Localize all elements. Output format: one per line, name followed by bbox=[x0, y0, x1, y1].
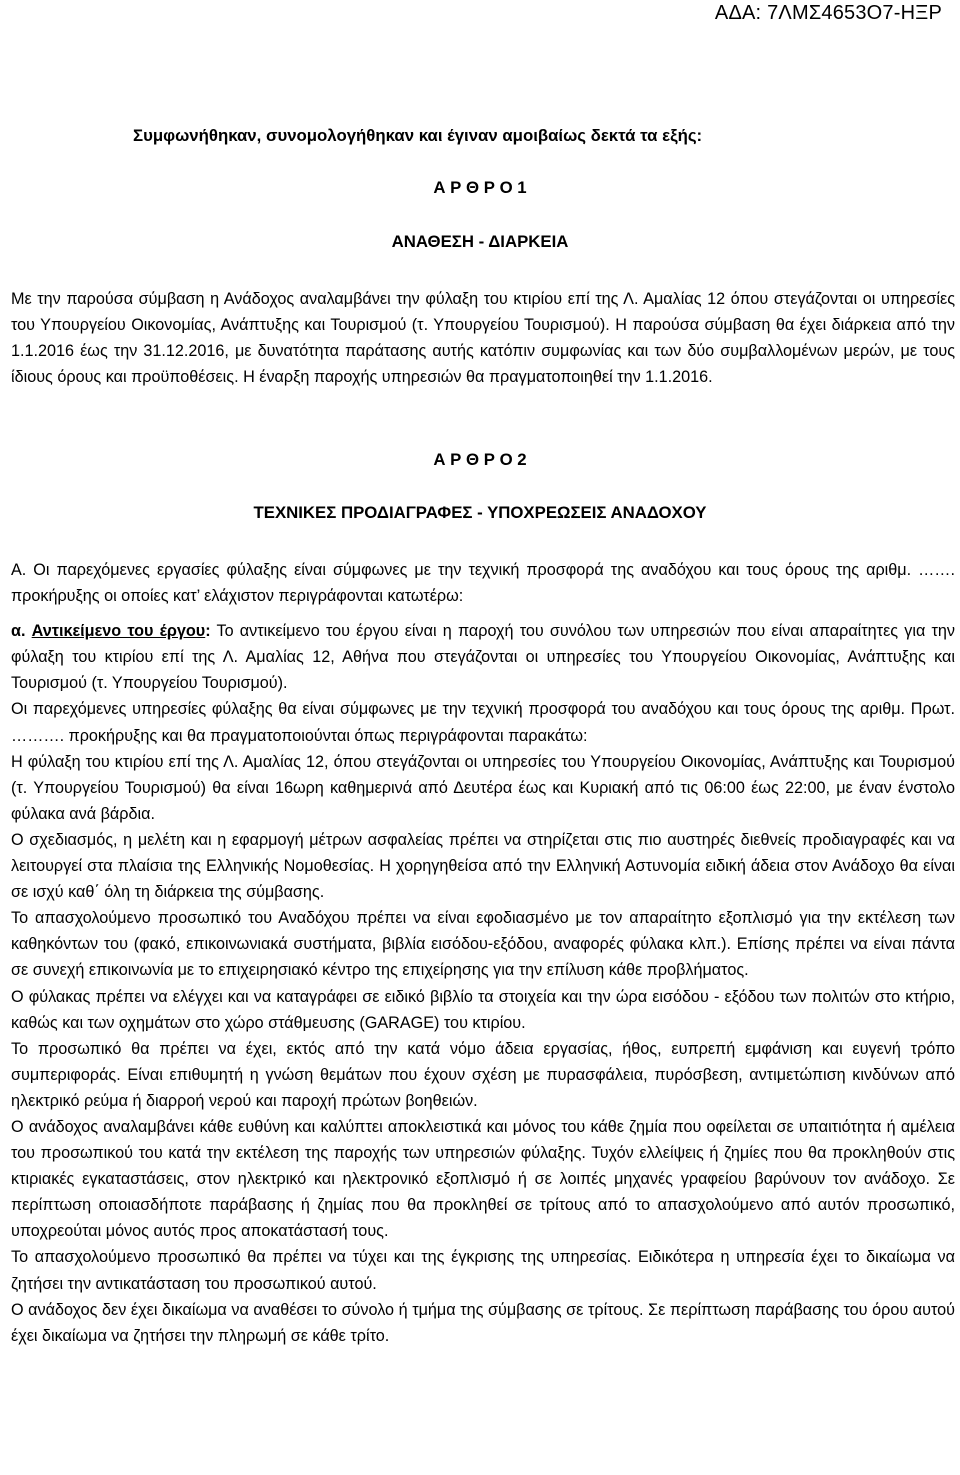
article-2-subheading: ΤΕΧΝΙΚΕΣ ΠΡΟΔΙΑΓΡΑΦΕΣ - ΥΠΟΧΡΕΩΣΕΙΣ ΑΝΑΔΟΧΟΥ bbox=[253, 503, 707, 522]
intro-line: Συμφωνήθηκαν, συνομολογήθηκαν και έγιναν αμοιβαίως δεκτά τα εξής: bbox=[133, 126, 703, 145]
paragraph-security-design: Ο σχεδιασμός, η μελέτη και η εφαρμογή μέτρων ασφαλείας πρέπει να στηρίζεται στις πιο αυστηρές διεθνείς προδιαγραφές και να λειτουργεί στα πλαίσια της Ελληνικής Νομοθεσίας. Η χορηγηθείσα από την Ελληνική Αστυνομία ειδική άδεια στον Ανάδοχο θα είναι σε ισχύ καθ΄ όλη τη διάρκεια της σύμβασης. bbox=[11, 830, 955, 902]
paragraph-a: Α. Οι παρεχόμενες εργασίες φύλαξης είναι σύμφωνες με την τεχνική προσφορά της αναδόχου και τους όρους της αριθμ. ……. προκήρυξης οι οποίες κατ’ ελάχιστον περιγράφονται κατωτέρω: bbox=[11, 561, 955, 606]
paragraph-guarding-hours: Η φύλαξη του κτιρίου επί της Λ. Αμαλίας 12, όπου στεγάζονται οι υπηρεσίες του Υπουργείου Οικονομίας, Ανάπτυξης και Τουρισμού (τ. Υπουργείου Τουρισμού) θα είναι 16ωρη καθημερινά από Δευτέρα έως και Κυριακή από τις 06:00 έως 22:00, με έναν ένστολο φύλακα ανά βάρδια. bbox=[11, 752, 955, 823]
item-letter: α. bbox=[11, 622, 26, 641]
article-1-paragraph: Με την παρούσα σύμβαση η Ανάδοχος αναλαμβάνει την φύλαξη του κτιρίου επί της Λ. Αμαλίας 12 όπου στεγάζονται οι υπηρεσίες του Υπουργείου Οικονομίας, Ανάπτυξης και Τουρισμού (τ. Υπουργείου Τουρισμού). Η παρούσα σύμβαση θα έχει διάρκεια από την 1.1.2016 έως την 31.12.2016, με δυνατότητα παράτασης αυτής κατόπιν συμφωνίας και των δύο συμβαλλομένων μερών, με τους ίδιους όρους και προϋποθέσεις. Η έναρξη παροχής υπηρεσιών θα πραγματοποιηθεί την 1.1.2016. bbox=[11, 290, 955, 387]
item-alpha bbox=[11, 618, 955, 696]
article-2-body bbox=[11, 557, 955, 1349]
paragraph-staff-conduct: Το προσωπικό θα πρέπει να έχει, εκτός από την κατά νόμο άδεια εργασίας, ήθος, ευπρεπή εμφάνιση και ευγενή τρόπο συμπεριφοράς. Είναι επιθυμητή η γνώση θεμάτων που έχουν σχέση με πυρασφάλεια, πυρόσβεση, αντιμετώπιση κινδύνων από ηλεκτρικό ρεύμα ή διαρροή νερού και παροχή πρώτων βοηθειών. bbox=[11, 1039, 955, 1110]
article-1-heading: Α Ρ Θ Ρ Ο 1 bbox=[433, 178, 527, 197]
item-label: Αντικείμενο του έργου bbox=[31, 622, 206, 641]
ada-code: ΑΔΑ: 7ΛΜΣ4653Ο7-ΗΞΡ bbox=[714, 2, 942, 24]
item-colon: : bbox=[205, 622, 211, 641]
paragraph-guard-log: Ο φύλακας πρέπει να ελέγχει και να καταγράφει σε ειδικό βιβλίο τα στοιχεία και την ώρα εισόδου - εξόδου των πολιτών στο κτήριο, καθώς και των οχημάτων στο χώρο στάθμευσης (GARAGE) του κτιρίου. bbox=[11, 987, 955, 1032]
paragraph-subcontracting: Ο ανάδοχος δεν έχει δικαίωμα να αναθέσει το σύνολο ή τμήμα της σύμβασης σε τρίτους. Σε περίπτωση παράβασης του όρου αυτού έχει δικαίωμα να ζητήσει την πληρωμή σε κάθε τρίτο. bbox=[11, 1300, 955, 1345]
article-2-heading: Α Ρ Θ Ρ Ο 2 bbox=[433, 450, 527, 469]
article-1-subheading: ΑΝΑΘΕΣΗ - ΔΙΑΡΚΕΙΑ bbox=[391, 232, 569, 251]
article-1-body bbox=[11, 286, 955, 390]
item-text: Το αντικείμενο του έργου είναι η παροχή του συνόλου των υπηρεσιών που είναι απαραίτητες για την φύλαξη του κτιρίου επί της Λ. Αμαλίας 12, Αθήνα που στεγάζονται οι υπηρεσίες του Υπουργείου Οικονομίας, Ανάπτυξης και Τουρισμού (τ. Υπουργείου Τουρισμού). bbox=[11, 622, 955, 693]
paragraph-services: Οι παρεχόμενες υπηρεσίες φύλαξης θα είναι σύμφωνες με την τεχνική προσφορά του αναδόχου και τους όρους της αριθμ. Πρωτ. ………. προκήρυξης και θα πραγματοποιούνται όπως περιγράφονται παρακάτω: bbox=[11, 700, 955, 745]
paragraph-equipment: Το απασχολούμενο προσωπικό του Αναδόχου πρέπει να είναι εφοδιασμένο με τον απαραίτητο εξοπλισμό για την εκτέλεση των καθηκόντων του (φακό, επικοινωνιακά συστήματα, βιβλία εισόδου-εξόδου, αναφορές φύλακα κλπ.). Επίσης πρέπει να είναι πάντα σε συνεχή επικοινωνία με το επιχειρησιακό κέντρο της επιχείρησης για την επίλυση κάθε προβλήματος. bbox=[11, 909, 955, 980]
paragraph-staff-approval: Το απασχολούμενο προσωπικό θα πρέπει να τύχει και της έγκρισης της υπηρεσίας. Ειδικότερα η υπηρεσία έχει το δικαίωμα να ζητήσει την αντικατάσταση του προσωπικού αυτού. bbox=[11, 1248, 955, 1293]
paragraph-liability: Ο ανάδοχος αναλαμβάνει κάθε ευθύνη και καλύπτει αποκλειστικά και μόνος του κάθε ζημία που οφείλεται σε υπαιτιότητα ή αμέλεια του προσωπικού του κατά την εκτέλεση της παροχής των υπηρεσιών φύλαξης. Τυχόν ελλείψεις ή ζημίες που θα προκληθούν στις κτιριακές εγκαταστάσεις, στον ηλεκτρικό και ηλεκτρονικό εξοπλισμό ή σε λοιπές μηχανές γραφείου βαρύνουν τον ανάδοχο. Σε περίπτωση οποιασδήποτε παράβασης ή ζημίας που θα προκληθεί σε τρίτους από το απασχολούμενο από αυτόν προσωπικό, υποχρεούται μόνος αυτός προς αποκατάστασή τους. bbox=[11, 1117, 955, 1241]
